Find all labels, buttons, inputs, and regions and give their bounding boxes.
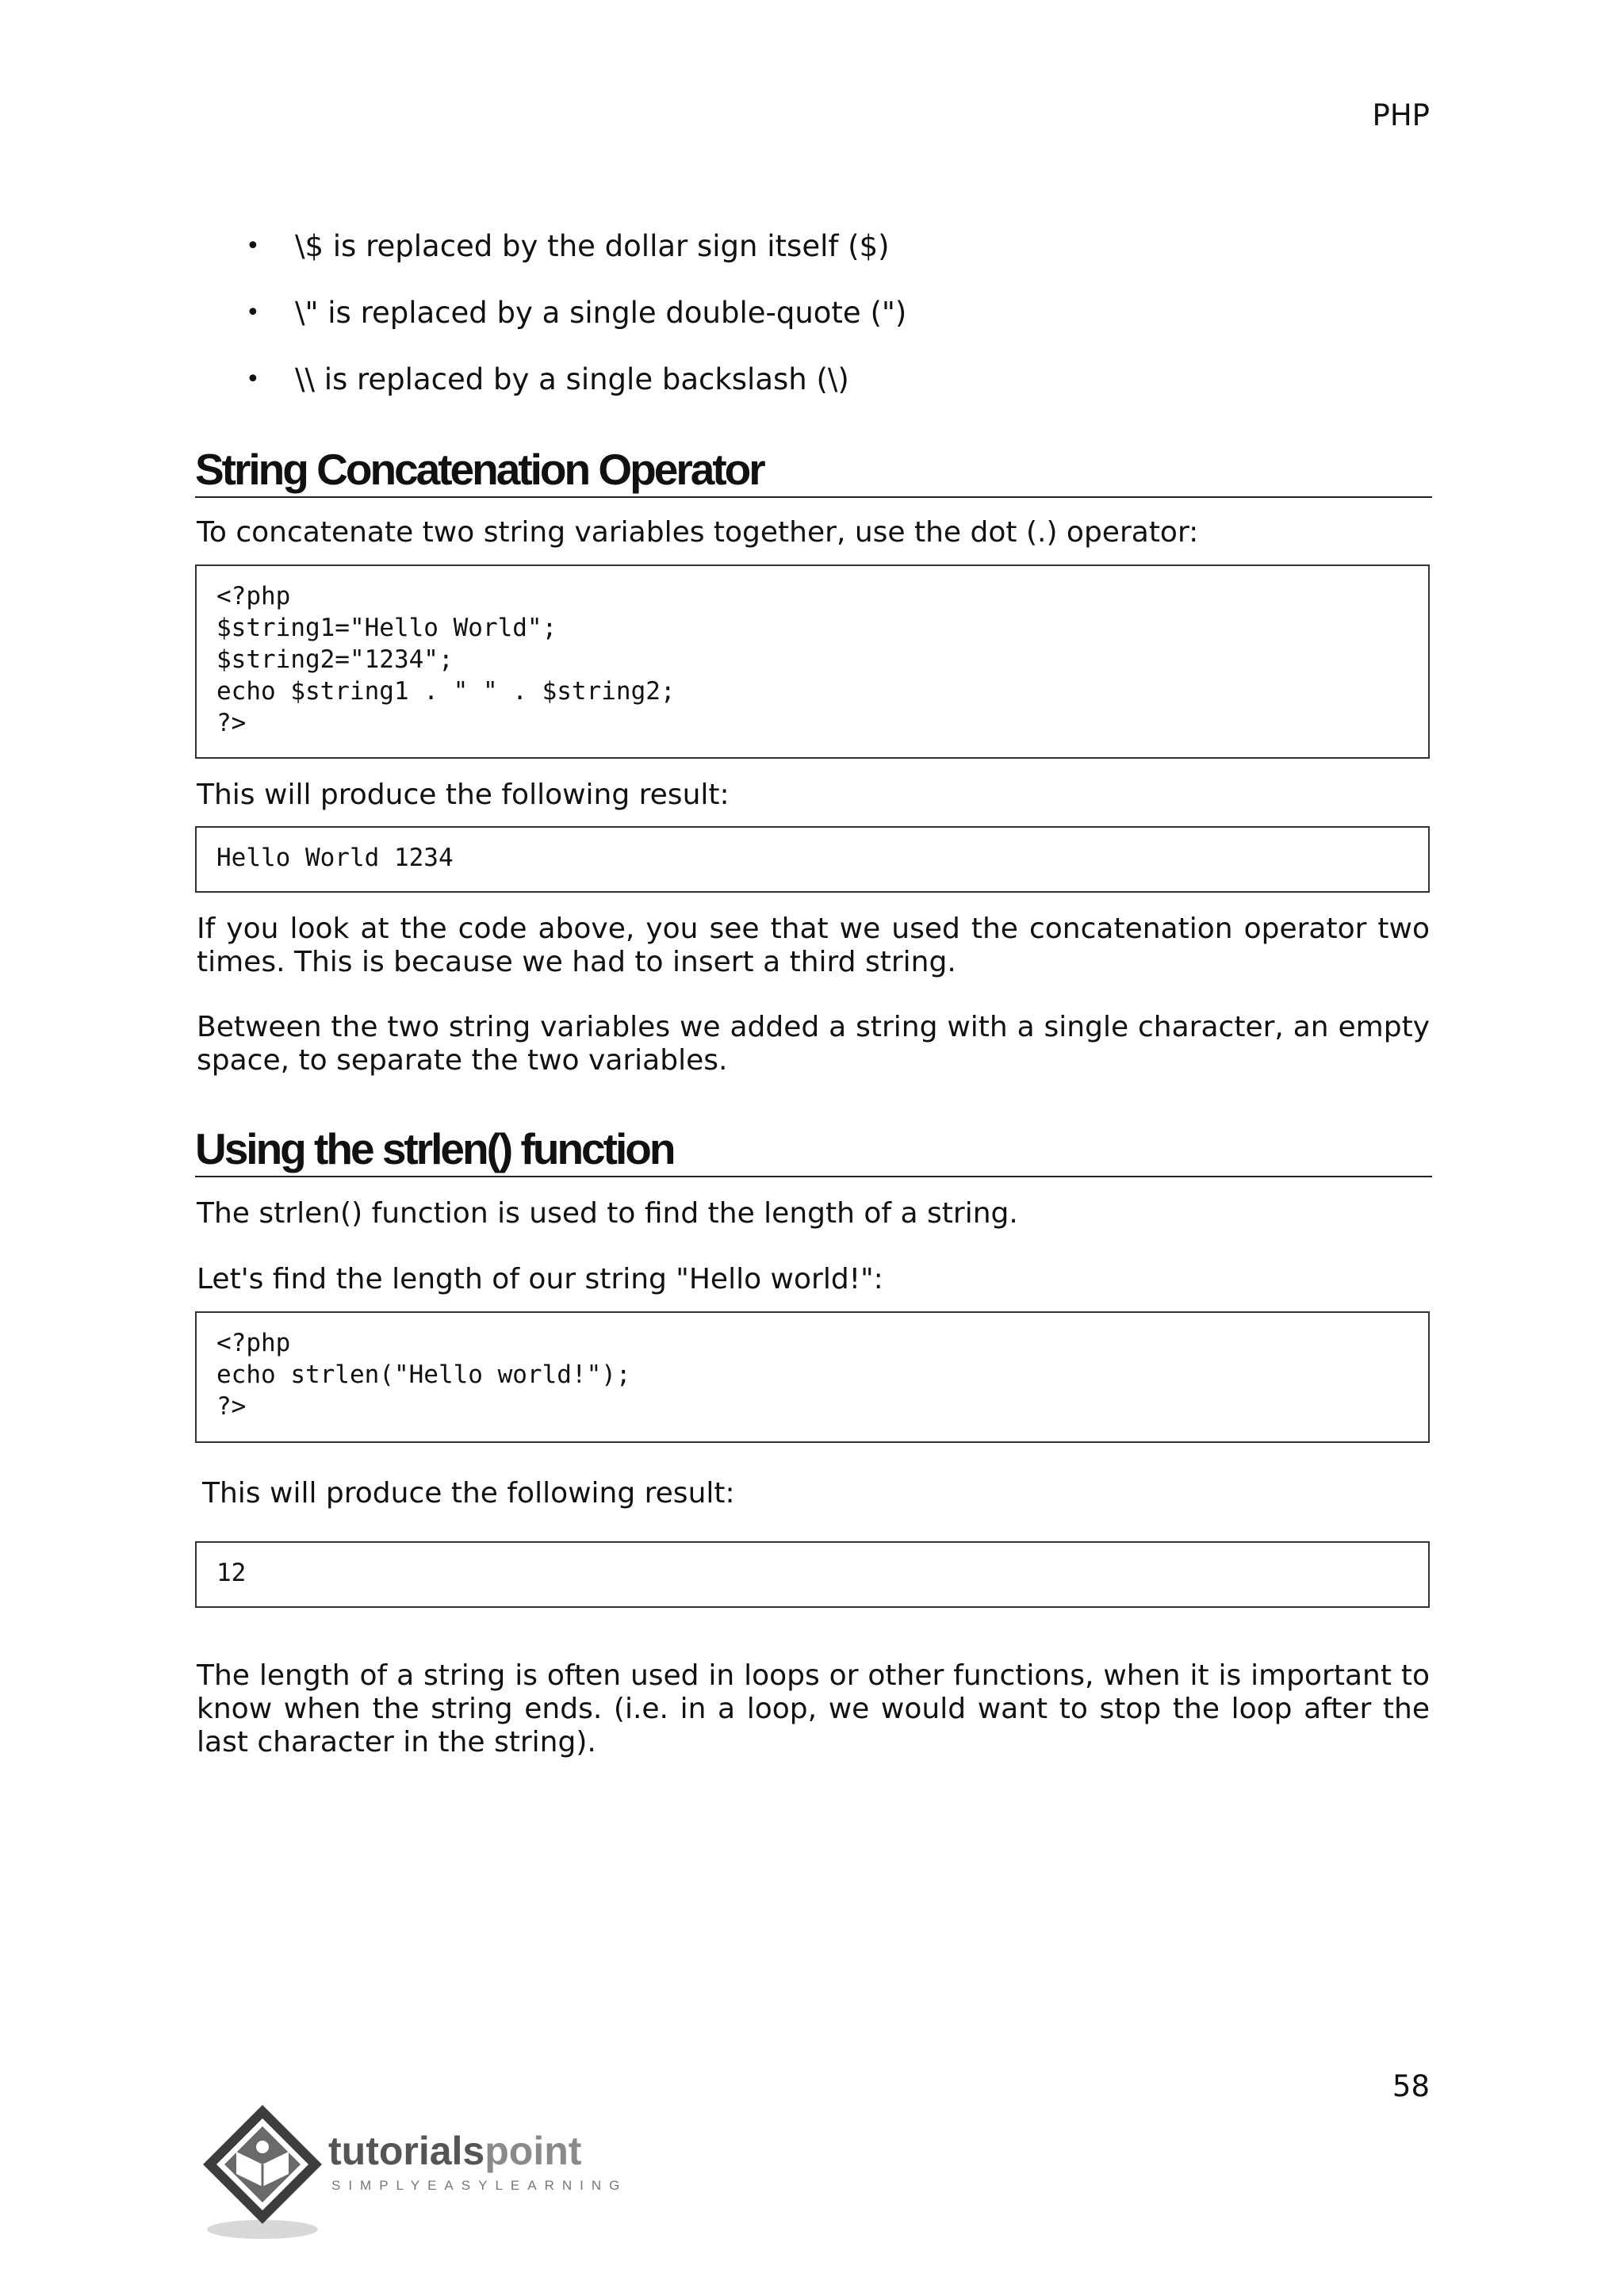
concatenation-code-block: <?php $string1="Hello World"; $string2="1234"; echo $string1 . " " . $string2; ?> xyxy=(195,564,1430,759)
tutorialspoint-logo xyxy=(195,2101,679,2244)
list-item: • \\ is replaced by a single backslash (\) xyxy=(246,360,906,427)
svg-text:tutorialspoint xyxy=(328,2129,582,2173)
strlen-code-block: <?php echo strlen("Hello world!"); ?> xyxy=(195,1311,1430,1443)
logo-name-tutorials: tutorials xyxy=(328,2129,485,2173)
book-diamond-icon xyxy=(203,2105,322,2224)
result-intro: This will produce the following result: xyxy=(202,1477,735,1510)
concatenation-explanation: If you look at the code above, you see that we used the concatenation operator two times. This is because we had to insert a third string. xyxy=(197,913,1430,978)
strlen-result-block: 12 xyxy=(195,1541,1430,1608)
section-heading-strlen: Using the strlen() function xyxy=(195,1125,1432,1177)
logo-name-point: point xyxy=(485,2129,582,2173)
strlen-example-intro: Let's find the length of our string "Hello world!": xyxy=(197,1263,883,1295)
strlen-explanation: The length of a string is often used in loops or other functions, when it is important to know when the string ends. (i.e. in a loop, we would want to stop the loop after the last character in the string). xyxy=(197,1659,1430,1758)
list-item: • \" is replaced by a single double-quote (") xyxy=(246,293,906,360)
logo-tagline: SIMPLYEASYLEARNING xyxy=(331,2178,628,2193)
result-intro: This will produce the following result: xyxy=(197,779,730,811)
page-number: 58 xyxy=(1392,2069,1430,2103)
list-item: • \$ is replaced by the dollar sign itself ($) xyxy=(246,227,906,293)
section-heading-concatenation: String Concatenation Operator xyxy=(195,446,1432,498)
strlen-intro: The strlen() function is used to find the length of a string. xyxy=(197,1197,1018,1230)
concatenation-result-block: Hello World 1234 xyxy=(195,826,1430,893)
concatenation-explanation-2: Between the two string variables we added a string with a single character, an empty space, to separate the two variables. xyxy=(197,1011,1430,1077)
concatenation-intro: To concatenate two string variables together, use the dot (.) operator: xyxy=(197,516,1199,549)
running-header: PHP xyxy=(1372,98,1430,132)
escape-sequence-list xyxy=(246,227,906,427)
